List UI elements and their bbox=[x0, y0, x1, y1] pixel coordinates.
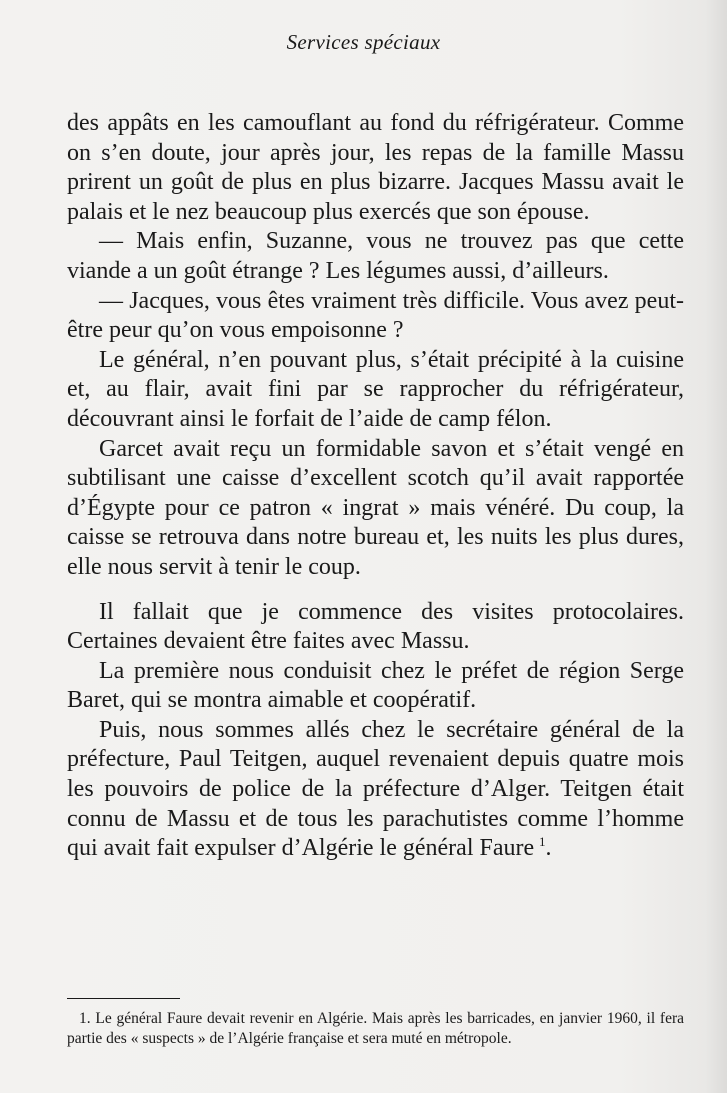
footnote-reference: 1 bbox=[538, 834, 546, 850]
paragraph: — Jacques, vous êtes vraiment très difficile. Vous avez peut-être peur qu’on vous empoisonne ? bbox=[67, 287, 684, 344]
paragraph: Il fallait que je commence des visites protocolaires. Certaines devaient être faites avec Massu. bbox=[67, 598, 684, 655]
paragraph: Le général, n’en pouvant plus, s’était précipité à la cuisine et, au flair, avait fini par se rapprocher du réfrigérateur, découvrant ainsi le forfait de l’aide de camp félon. bbox=[67, 346, 684, 432]
paragraph-with-note bbox=[67, 716, 684, 864]
body-text bbox=[67, 109, 684, 864]
footnote: 1. Le général Faure devait revenir en Algérie. Mais après les barricades, en janvier 1960, il fera partie des « suspects » de l’Algérie française et sera muté en métropole. bbox=[67, 1010, 684, 1047]
paragraph: La première nous conduisit chez le préfet de région Serge Baret, qui se montra aimable et coopératif. bbox=[67, 657, 684, 714]
footnote-divider bbox=[67, 998, 180, 999]
paragraph: Garcet avait reçu un formidable savon et s’était vengé en subtilisant une caisse d’excellent scotch qu’il avait rapportée d’Égypte pour ce patron « ingrat » mais vénéré. Du coup, la caisse se retrouva dans notre bureau et, les nuits les plus dures, elle nous servit à tenir le coup. bbox=[67, 435, 684, 580]
paragraph: — Mais enfin, Suzanne, vous ne trouvez pas que cette viande a un goût étrange ? Les légumes aussi, d’ailleurs. bbox=[67, 228, 684, 284]
paragraph-text: Puis, nous sommes allés chez le secrétaire général de la préfecture, Paul Teitgen, auquel revenaient depuis quatre mois les pouvoirs de police de la préfecture d’Alger. Teitgen était connu de Massu et de tous les parachutistes comme l’homme qui avait fait expulser d’Algérie le général Faure bbox=[67, 716, 684, 862]
closing-period: . bbox=[545, 835, 552, 862]
running-head: Services spéciaux bbox=[286, 30, 441, 54]
paragraph: des appâts en les camouflant au fond du réfrigérateur. Comme on s’en doute, jour après jour, les repas de la famille Massu prirent un goût de plus en plus bizarre. Jacques Massu avait le palais et le nez beaucoup plus exercés que son épouse. bbox=[67, 110, 684, 225]
